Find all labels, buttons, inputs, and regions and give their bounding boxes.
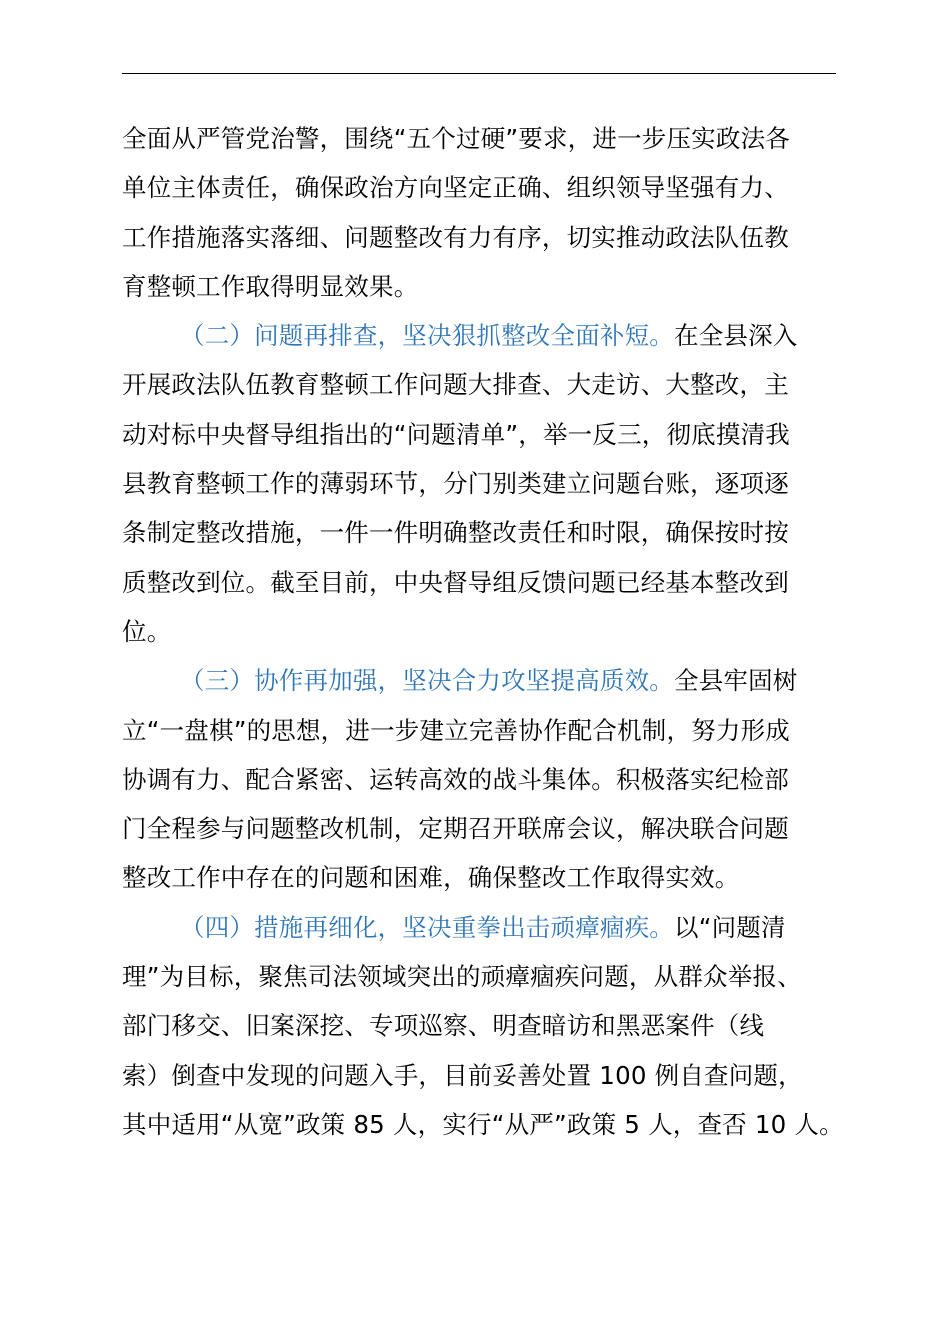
section-heading: （三）协作再加强，坚决合力攻坚提高质效。 [180,666,674,696]
text-line: 全面从严管党治警，围绕“五个过硬”要求，进一步压实政法各 [122,124,790,153]
text-line: 动对标中央督导组指出的“问题清单”，举一反三，彻底摸清我 [122,419,790,449]
text-line: 工作措施落实落细、问题整改有力有序，切实推动政法队伍教 [122,222,789,252]
section-first-line [122,656,838,705]
section-four [122,903,844,1149]
text-line: 条制定整改措施，一件一件明确整改责任和时限，确保按时按 [122,518,789,548]
header-rule [122,73,836,74]
section-text: 全县牢固树 [674,666,798,696]
text-line: 位。 [122,616,172,646]
section-text: 在全县深入 [674,321,798,351]
text-line: 县教育整顿工作的薄弱环节，分门别类建立问题台账，逐项逐 [122,469,789,499]
text-line: 立“一盘棋”的思想，进一步建立完善协作配合机制，努力形成 [122,715,790,745]
section-text: 以“问题清 [674,912,786,942]
text-line: 质整改到位。截至目前，中央督导组反馈问题已经基本整改到 [122,567,789,597]
text-line: 开展政法队伍教育整顿工作问题大排查、大走访、大整改，主 [122,370,789,400]
section-two [122,311,838,656]
text-line: 索）倒查中发现的问题入手，目前妥善处置 100 例自查问题， [122,1060,803,1090]
text-line: 协调有力、配合紧密、运转高效的战斗集体。积极落实纪检部 [122,764,789,794]
text-line: 门全程参与问题整改机制，定期召开联席会议，解决联合问题 [122,814,789,844]
section-first-line [122,903,838,952]
text-line: 育整顿工作取得明显效果。 [122,271,419,301]
text-line: 其中适用“从宽”政策 85 人，实行“从严”政策 5 人，查否 10 人。 [122,1109,844,1139]
text-line: 部门移交、旧案深挖、专项巡察、明查暗访和黑恶案件（线 [122,1011,765,1041]
section-heading: （四）措施再细化，坚决重拳出击顽瘴痼疾。 [180,912,674,942]
text-line: 理”为目标，聚焦司法领域突出的顽瘴痼疾问题，从群众举报、 [122,962,802,992]
paragraph-intro [122,114,838,311]
section-heading: （二）问题再排查，坚决狠抓整改全面补短。 [180,321,674,351]
section-three [122,656,838,902]
text-line: 单位主体责任，确保政治方向坚定正确、组织领导坚强有力、 [122,173,789,203]
text-line: 整改工作中存在的问题和困难，确保整改工作取得实效。 [122,863,740,893]
section-first-line [122,311,838,360]
document-body [122,114,844,1149]
